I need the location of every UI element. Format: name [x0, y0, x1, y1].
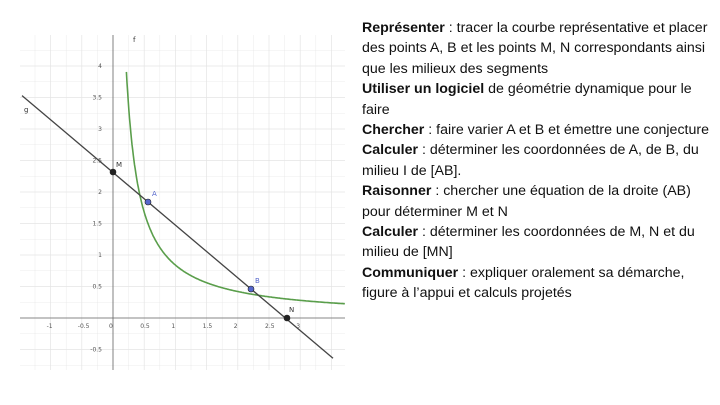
x-tick-label: -0.5: [77, 323, 90, 330]
step-title: Communiquer: [362, 264, 459, 281]
step-body: de géométrie dynamique pour le faire: [362, 81, 692, 118]
x-tick-label: 1: [171, 323, 176, 330]
x-tick-label: 0: [109, 323, 113, 330]
step-4: [362, 140, 712, 181]
y-tick-label: 3.5: [92, 94, 102, 102]
axes: [20, 35, 345, 370]
instructions-panel: [362, 18, 712, 304]
x-tick-label: -1: [46, 323, 53, 330]
step-title: Raisonner: [362, 183, 432, 200]
y-tick-label: -0.5: [90, 346, 102, 354]
x-tick-label: 2.5: [265, 323, 275, 330]
line-label-g: g: [24, 106, 29, 114]
point-label-b: B: [255, 277, 260, 285]
y-tick-label: 2.5: [92, 157, 102, 165]
step-body: : expliquer oralement sa démarche, figure à l’appui et calculs projetés: [362, 264, 685, 302]
point-label-m: M: [116, 161, 123, 169]
step-title: Chercher: [362, 122, 425, 139]
grid: [20, 35, 345, 370]
point-label-n: N: [289, 306, 295, 314]
y-tick-label: 4: [98, 63, 102, 70]
step-title: Calculer: [362, 224, 418, 241]
point-a[interactable]: [145, 199, 151, 205]
tick-labels: [47, 63, 301, 354]
step-1: [362, 18, 712, 79]
y-tick-label: 1: [98, 252, 102, 259]
point-n[interactable]: [284, 315, 290, 321]
y-tick-label: 1.5: [92, 220, 102, 228]
point-label-a: A: [152, 190, 157, 198]
curve-label-f: f: [133, 36, 136, 44]
step-body: : faire varier A et B et émettre une conjecture: [424, 122, 709, 139]
step-3: [362, 120, 712, 140]
point-b[interactable]: [248, 286, 254, 292]
step-title: Utiliser un logiciel: [362, 81, 485, 98]
step-body: : déterminer les coordonnées de A, de B, du milieu I de [AB].: [362, 142, 699, 179]
step-7: [362, 263, 712, 304]
step-body: : tracer la courbe représentative et placer des points A, B et les points M, N correspondants ainsi que les milieux des segments: [362, 20, 708, 77]
y-tick-label: 3: [98, 126, 102, 133]
x-tick-label: 2: [233, 323, 238, 330]
hyperbola-curve-f[interactable]: [126, 72, 344, 304]
function-graph[interactable]: [0, 0, 350, 405]
y-tick-label: 2: [98, 189, 102, 196]
x-tick-label: 3: [296, 323, 301, 330]
point-m[interactable]: [110, 169, 116, 175]
step-title: Représenter: [362, 20, 445, 36]
step-6: [362, 222, 712, 263]
step-title: Calculer: [362, 142, 418, 159]
x-tick-label: 0.5: [140, 323, 150, 330]
y-tick-label: 0.5: [92, 283, 102, 291]
graph-canvas[interactable]: [0, 0, 350, 405]
step-body: : chercher une équation de la droite (AB) pour déterminer M et N: [362, 183, 691, 220]
x-tick-label: 1.5: [202, 323, 213, 330]
step-body: : déterminer les coordonnées de M, N et du milieu de [MN]: [362, 224, 695, 261]
step-5: [362, 181, 712, 222]
step-2: [362, 79, 712, 120]
